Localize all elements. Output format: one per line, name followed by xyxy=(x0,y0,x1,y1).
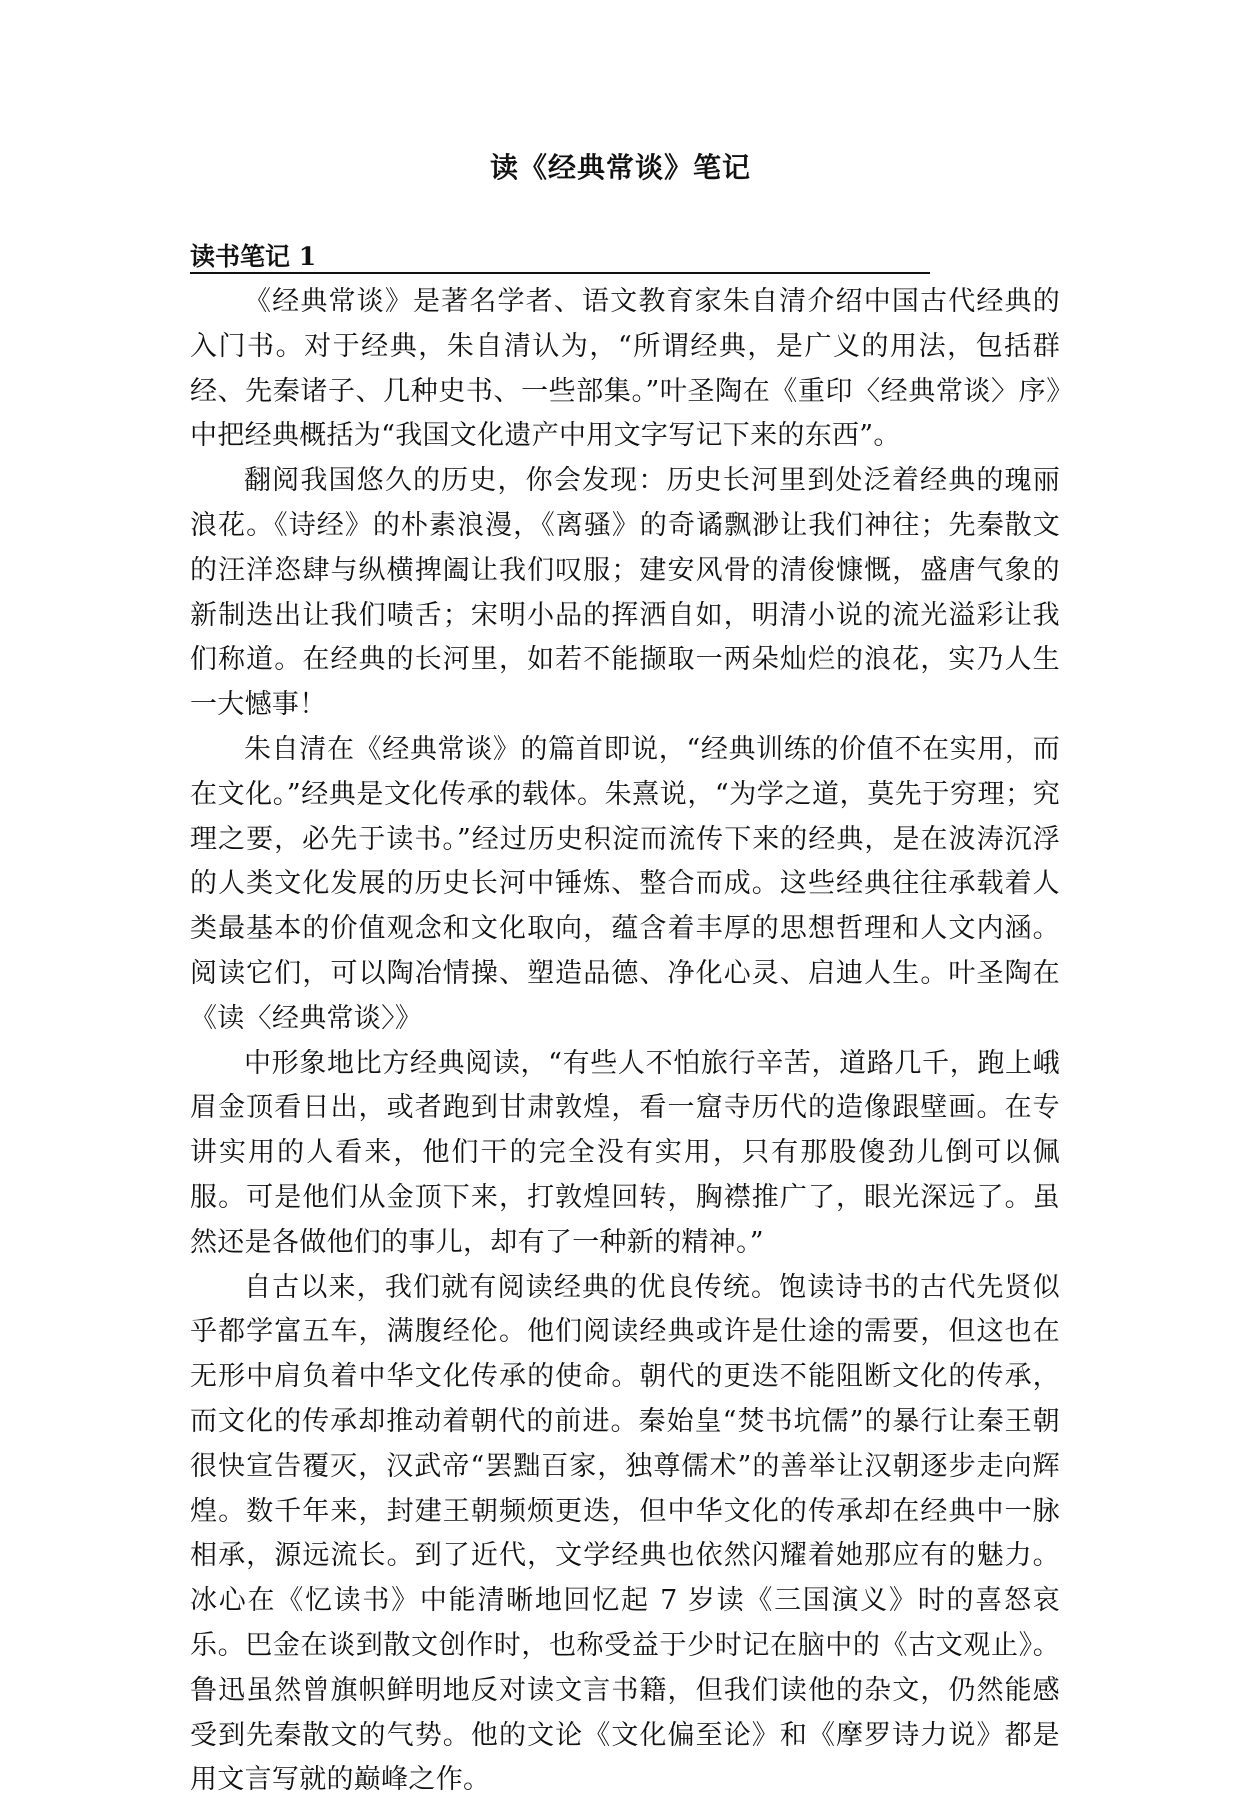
paragraph-2: 翻阅我国悠久的历史，你会发现：历史长河里到处泛着经典的瑰丽浪花。《诗经》的朴素浪漫，《离骚》的奇谲飘渺让我们神往；先秦散文的汪洋恣肆与纵横捭阖让我们叹服；建安风骨的清俊慷慨，盛唐气象的新制迭出让我们啧舌；宋明小品的挥洒自如，明清小说的流光溢彩让我们称道。在经典的长河里，如若不能撷取一两朵灿烂的浪花，实乃人生一大憾事！ xyxy=(190,465,1060,721)
paragraph-1: 《经典常谈》是著名学者、语文教育家朱自清介绍中国古代经典的入门书。对于经典，朱自清认为，“所谓经典，是广义的用法，包括群经、先秦诸子、几种史书、一些部集。”叶圣陶在《重印〈经典常谈〉序》中把经典概括为“我国文化遗产中用文字写记下来的东西”。 xyxy=(190,286,1060,452)
section-heading: 读书笔记 1 xyxy=(190,240,930,274)
document-body xyxy=(190,280,1060,1803)
document-title: 读《经典常谈》笔记 xyxy=(489,151,751,184)
paragraph-4: 中形象地比方经典阅读，“有些人不怕旅行辛苦，道路几千，跑上峨眉金顶看日出，或者跑到甘肃敦煌，看一窟寺历代的造像跟壁画。在专讲实用的人看来，他们干的完全没有实用，只有那股傻劲儿倒可以佩服。可是他们从金顶下来，打敦煌回转，胸襟推广了，眼光深远了。虽然还是各做他们的事儿，却有了一种新的精神。” xyxy=(190,1047,1060,1258)
paragraph-3: 朱自清在《经典常谈》的篇首即说，“经典训练的价值不在实用，而在文化。”经典是文化传承的载体。朱熹说，“为学之道，莫先于穷理；究理之要，必先于读书。”经过历史积淀而流传下来的经典，是在波涛沉浮的人类文化发展的历史长河中锤炼、整合而成。这些经典往往承载着人类最基本的价值观念和文化取向，蕴含着丰厚的思想哲理和人文内涵。阅读它们，可以陶冶情操、塑造品德、净化心灵、启迪人生。叶圣陶在《读〈经典常谈〉》 xyxy=(190,733,1060,1034)
paragraph-5: 自古以来，我们就有阅读经典的优良传统。饱读诗书的古代先贤似乎都学富五车，满腹经伦。他们阅读经典或许是仕途的需要，但这也在无形中肩负着中华文化传承的使命。朝代的更迭不能阻断文化的传承，而文化的传承却推动着朝代的前进。秦始皇“焚书坑儒”的暴行让秦王朝很快宣告覆灭，汉武帝“罢黜百家，独尊儒术”的善举让汉朝逐步走向辉煌。数千年来，封建王朝频烦更迭，但中华文化的传承却在经典中一脉相承，源远流长。到了近代，文学经典也依然闪耀着她那应有的魅力。冰心在《忆读书》中能清晰地回忆起 7 岁读《三国演义》时的喜怒哀乐。巴金在谈到散文创作时，也称受益于少时记在脑中的《古文观止》。鲁迅虽然曾旗帜鲜明地反对读文言书籍，但我们读他的杂文，仍然能感受到先秦散文的气势。他的文论《文化偏至论》和《摩罗诗力说》都是用文言写就的巅峰之作。 xyxy=(190,1271,1060,1796)
